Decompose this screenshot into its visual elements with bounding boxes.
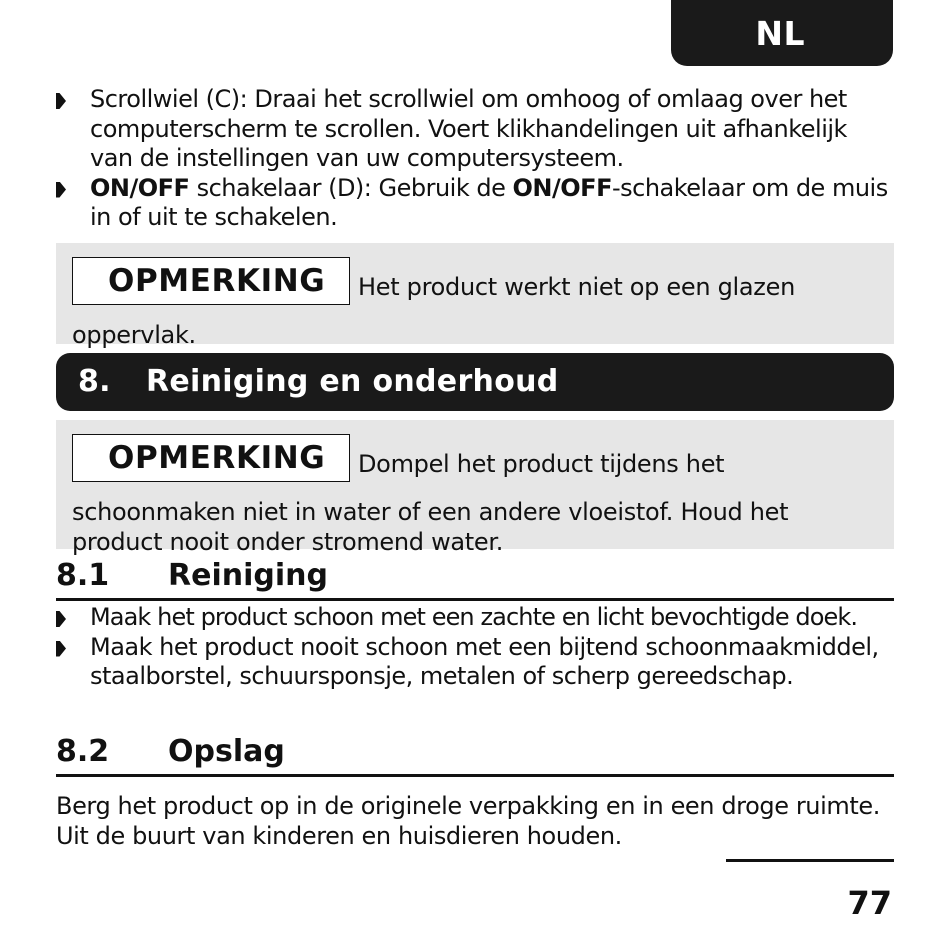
note-box (56, 420, 894, 556)
subsection-heading (56, 559, 894, 601)
cleaning-bullet-list (56, 603, 896, 692)
bullet-text: schakelaar (D): Gebruik de (189, 173, 513, 202)
bullet-text: Maak het product nooit schoon met een bijtend schoonmaakmiddel, staalborstel, schuursponsje, metalen of scherp gereedschap. (90, 632, 879, 690)
bullet-text: Maak het product schoon met een zachte en licht bevochtigde doek. (90, 603, 858, 631)
subsection-heading (56, 735, 894, 777)
note-label: OPMERKING (72, 257, 350, 305)
bullet-text: Scrollwiel (C): Draai het scrollwiel om omhoog of omlaag over het computerscherm te scrollen. Voert klikhandelingen uit afhankelijk van de instellingen van uw computersysteem. (90, 85, 847, 172)
bold-term: ON/OFF (512, 173, 612, 202)
section-title: Reiniging en onderhoud (146, 364, 559, 399)
language-tab (671, 0, 893, 66)
list-item (56, 603, 896, 633)
subsection-title: Reiniging (168, 558, 328, 593)
page-number: 77 (847, 884, 892, 922)
note-text: Dompel het product tijdens het schoonmaken niet in water of een andere vloeistof. Houd het product nooit onder stromend water. (72, 450, 789, 556)
bullet-text: -schakelaar om de muis in of uit te schakelen. (90, 173, 888, 231)
note-box (56, 243, 894, 349)
note-label: OPMERKING (72, 434, 350, 482)
list-item (56, 633, 896, 692)
section-number: 8. (78, 364, 111, 399)
note-text: Het product werkt niet op een glazen oppervlak. (72, 273, 795, 349)
bullet-icon (56, 182, 66, 198)
subsection-title: Opslag (168, 734, 285, 769)
bullet-icon (56, 93, 66, 109)
section-heading (56, 353, 894, 411)
bold-term: ON/OFF (90, 173, 190, 202)
bullet-icon (56, 611, 66, 627)
intro-bullet-list (56, 85, 896, 233)
list-item (56, 85, 896, 174)
bullet-icon (56, 641, 66, 657)
language-label: NL (755, 13, 805, 53)
storage-paragraph: Berg het product op in de originele verpakking en in een droge ruimte. Uit de buurt van kinderen en huisdieren houden. (56, 792, 880, 850)
subsection-number: 8.1 (56, 558, 110, 593)
subsection-number: 8.2 (56, 734, 110, 769)
footer-divider (726, 859, 894, 862)
list-item (56, 174, 896, 233)
